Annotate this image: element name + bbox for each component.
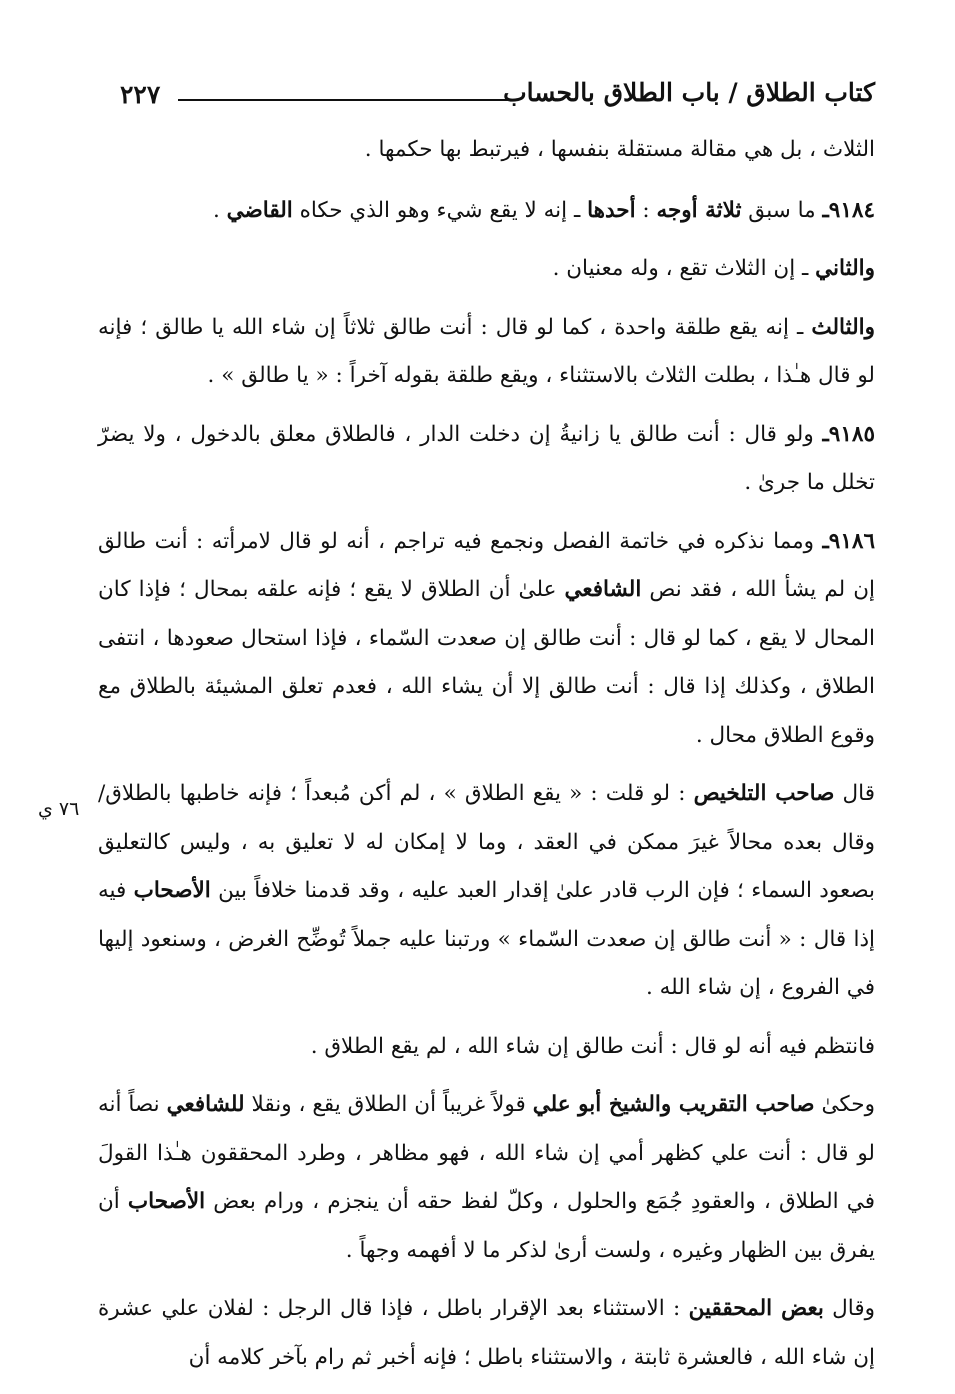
bold-term: الشافعي — [564, 577, 642, 602]
bold-term: بعض المحققين — [688, 1296, 824, 1321]
paragraph-continuation — [98, 126, 875, 175]
paragraph-text: ـ إن الثلاث تقع ، وله معنيان . — [552, 256, 816, 281]
bold-term: الأصحاب — [133, 878, 211, 903]
paragraph-9184 — [98, 187, 875, 236]
main-text — [98, 126, 875, 1392]
paragraph-text: ومما نذكره في خاتمة الفصل ونجمع فيه تراجم ، أنه لو قال لامرأته : أنت طالق إن لم يشأ الله ، فقد نص — [98, 528, 876, 602]
paragraph-text: قال — [834, 781, 875, 806]
paragraph-text: أن يفرق بين الظهار وغيره ، ولست أرىٰ لذكر ما لا أفهمه وجهاً . — [98, 1189, 875, 1263]
manuscript-folio-note: ٧٦ ي — [38, 798, 80, 820]
paragraph-text: : — [635, 197, 657, 223]
paragraph-text: نصاً أنه لو قال : أنت علي كظهر أمي إن شاء الله ، فهو مظاهر ، وطرد المحققون هـٰذا القولَ في الطلاق ، والعقودِ جُمَع والحلول ، وكلّ لفظ حقه أن ينجزم ، ورام بعض — [98, 1092, 875, 1214]
paragraph-muhaqqiqin — [98, 1285, 875, 1382]
paragraph-text: ـ إنه يقع طلقة واحدة ، كما لو قال : أنت طالق ثلاثاً إن شاء الله يا طالق ؛ فإنه لو قال هـٰذا ، بطلت الثلاث بالاستثناء ، ويقع طلقة بقوله آخراً : « يا طالق » . — [98, 314, 875, 388]
bold-term: والثاني — [815, 256, 875, 281]
paragraph-talkhis — [98, 770, 875, 1013]
bold-term: أحدها — [587, 197, 636, 223]
paragraph-9186 — [98, 518, 875, 761]
bold-term: القاضي — [226, 197, 293, 223]
paragraph-text: ـ إنه لا يقع شيء وهو الذي حكاه — [292, 197, 588, 223]
bold-term: للشافعي — [166, 1092, 245, 1117]
bold-term: والثالث — [811, 314, 875, 340]
paragraph-text: ما سبق — [741, 197, 823, 223]
page-number: ٢٢٧ — [120, 80, 161, 109]
paragraph-number: ٩١٨٥ـ — [822, 421, 875, 447]
paragraph-text: وحكىٰ — [814, 1092, 875, 1117]
paragraph-second-view — [98, 245, 875, 294]
paragraph-text: فيه إذا قال : « أنت طالق إن صعدت السّماء » ورتبنا عليه جملاً تُوضِّح الغرض ، وسنعود إليها في الفروع ، إن شاء الله . — [98, 878, 875, 1000]
bold-term: ثلاثة أوجه — [656, 197, 742, 223]
paragraph-number: ٩١٨٤ـ — [822, 197, 875, 223]
paragraph-text: فانتظم فيه أنه لو قال : أنت طالق إن شاء الله ، لم يقع الطلاق . — [310, 1033, 875, 1059]
paragraph-text: قولاً غريباً أن الطلاق يقع ، ونقلا — [244, 1092, 533, 1117]
paragraph-9185 — [98, 411, 875, 508]
paragraph-number: ٩١٨٦ـ — [822, 528, 875, 554]
paragraph-summary — [98, 1023, 875, 1072]
paragraph-taqrib — [98, 1081, 875, 1275]
header-rule — [178, 99, 515, 101]
paragraph-text: الثلاث ، بل هي مقالة مستقلة بنفسها ، فيرتبط بها حكمها . — [364, 137, 875, 162]
bold-term: صاحب التقريب والشيخ أبو علي — [532, 1092, 815, 1117]
running-header — [120, 78, 875, 118]
paragraph-text: : لو قلت : « يقع الطلاق » ، لم أكن مُبعداً ؛ فإنه خاطبها بالطلاق/ وقال بعده محالاً غيرَ ممكن في العقد ، وما لا إمكان له لا تعليق به ، وليس كالتعليق بصعود السماء ؛ فإن الرب قادر علىٰ إقدار العبد عليه ، وقد قدمنا خلافاً بين — [98, 781, 875, 903]
paragraph-text: : الاستثناء بعد الإقرار باطل ، فإذا قال الرجل : لفلان علي عشرة إن شاء الله ، فالعشرة ثابتة ، والاستثناء باطل ؛ فإنه أخبر ثم رام بآخر كلامه أن — [98, 1296, 875, 1370]
paragraph-third-view — [98, 304, 875, 401]
paragraph-text: وقال — [823, 1296, 876, 1321]
paragraph-text: . — [212, 197, 227, 223]
bold-term: صاحب التلخيص — [693, 781, 835, 806]
paragraph-text: علىٰ أن الطلاق لا يقع ؛ فإنه علقه بمحال ؛ فإذا كان المحال لا يقع ، كما لو قال : أنت طالق إن صعدت السّماء ، فإذا استحال صعودها ، انتفى الطلاق ، وكذلك إذا قال : أنت طالق إلا أن يشاء الله ، فعدم تعلق المشيئة بالطلاق مع وقوع الطلاق محال . — [98, 577, 875, 748]
bold-term: الأصحاب — [127, 1189, 206, 1214]
paragraph-text: ولو قال : أنت طالق يا زانيةُ إن دخلت الدار ، فالطلاق معلق بالدخول ، ولا يضرّ تخلل ما جرىٰ . — [98, 421, 875, 495]
chapter-title: كتاب الطلاق / باب الطلاق بالحساب — [503, 78, 875, 107]
